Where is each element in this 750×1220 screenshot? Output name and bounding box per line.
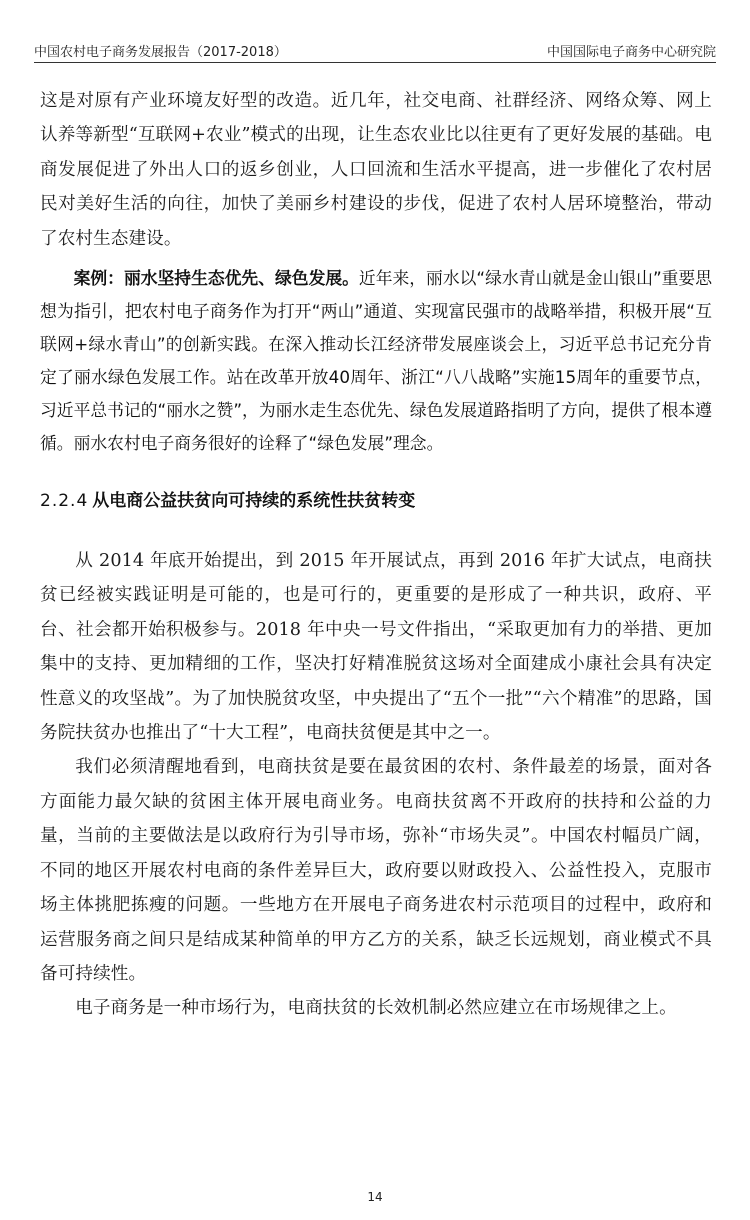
- spacer: [40, 516, 712, 544]
- case-study-paragraph: [40, 262, 712, 460]
- case-study-body: 近年来，丽水以“绿水青山就是金山银山”重要思想为指引，把农村电子商务作为打开“两山”通道、实现富民强市的战略举措，积极开展“互联网+绿水青山”的创新实践。在深入推动长江经济带发展座谈会上，习近平总书记充分肯定了丽水绿色发展工作。站在改革开放40周年、浙江“八八战略”实施15周年的重要节点，习近平总书记的“丽水之赞”，为丽水走生态优先、绿色发展道路指明了方向，提供了根本遵循。丽水农村电子商务很好的诠释了“绿色发展”理念。: [40, 268, 712, 454]
- section-heading-text: 从电商公益扶贫向可持续的系统性扶贫转变: [92, 491, 416, 512]
- section-heading: [40, 486, 712, 516]
- paragraph-ecommerce-poverty: 从 2014 年底开始提出，到 2015 年开展试点，再到 2016 年扩大试点，电商扶贫已经被实践证明是可能的，也是可行的，更重要的是形成了一种共识，政府、平台、社会都开始积极参与。2018 年中央一号文件指出，“采取更加有力的举措、更加集中的支持、更加精细的工作，坚决打好精准脱贫这场对全面建成小康社会具有决定性意义的攻坚战”。为了加快脱贫攻坚，中央提出了“五个一批”“六个精准”的思路，国务院扶贫办也推出了“十大工程”，电商扶贫便是其中之一。: [40, 551, 712, 744]
- case-study-lead: 案例：丽水坚持生态优先、绿色发展。: [73, 268, 359, 289]
- paragraph-awareness: 我们必须清醒地看到，电商扶贫是要在最贫困的农村、条件最差的场景，面对各方面能力最欠缺的贫困主体开展电商业务。电商扶贫离不开政府的扶持和公益的力量，当前的主要做法是以政府行为引导市场，弥补“市场失灵”。中国农村幅员广阔，不同的地区开展农村电商的条件差异巨大，政府要以财政投入、公益性投入，克服市场主体挑肥拣瘦的问题。一些地方在开展电子商务进农村示范项目的过程中，政府和运营服务商之间只是结成某种简单的甲方乙方的关系，缺乏长远规划，商业模式不具备可持续性。: [40, 757, 712, 984]
- page-body: [40, 84, 712, 1026]
- header-report-title: 中国农村电子商务发展报告（2017-2018）: [34, 45, 287, 60]
- section-number: 2.2.4: [40, 491, 89, 512]
- paragraph-market-mechanism: 电子商务是一种市场行为，电商扶贫的长效机制必然应建立在市场规律之上。: [75, 998, 677, 1019]
- paragraph-continuation: 这是对原有产业环境友好型的改造。近几年，社交电商、社群经济、网络众筹、网上认养等新型“互联网+农业”模式的出现，让生态农业比以往更有了更好发展的基础。电商发展促进了外出人口的返乡创业，人口回流和生活水平提高，进一步催化了农村居民对美好生活的向往，加快了美丽乡村建设的步伐，促进了农村人居环境整治，带动了农村生态建设。: [40, 91, 712, 249]
- page-number: 14: [367, 1190, 383, 1204]
- header-divider: [34, 62, 716, 63]
- header-institute: 中国国际电子商务中心研究院: [546, 45, 716, 60]
- running-header: [34, 38, 716, 60]
